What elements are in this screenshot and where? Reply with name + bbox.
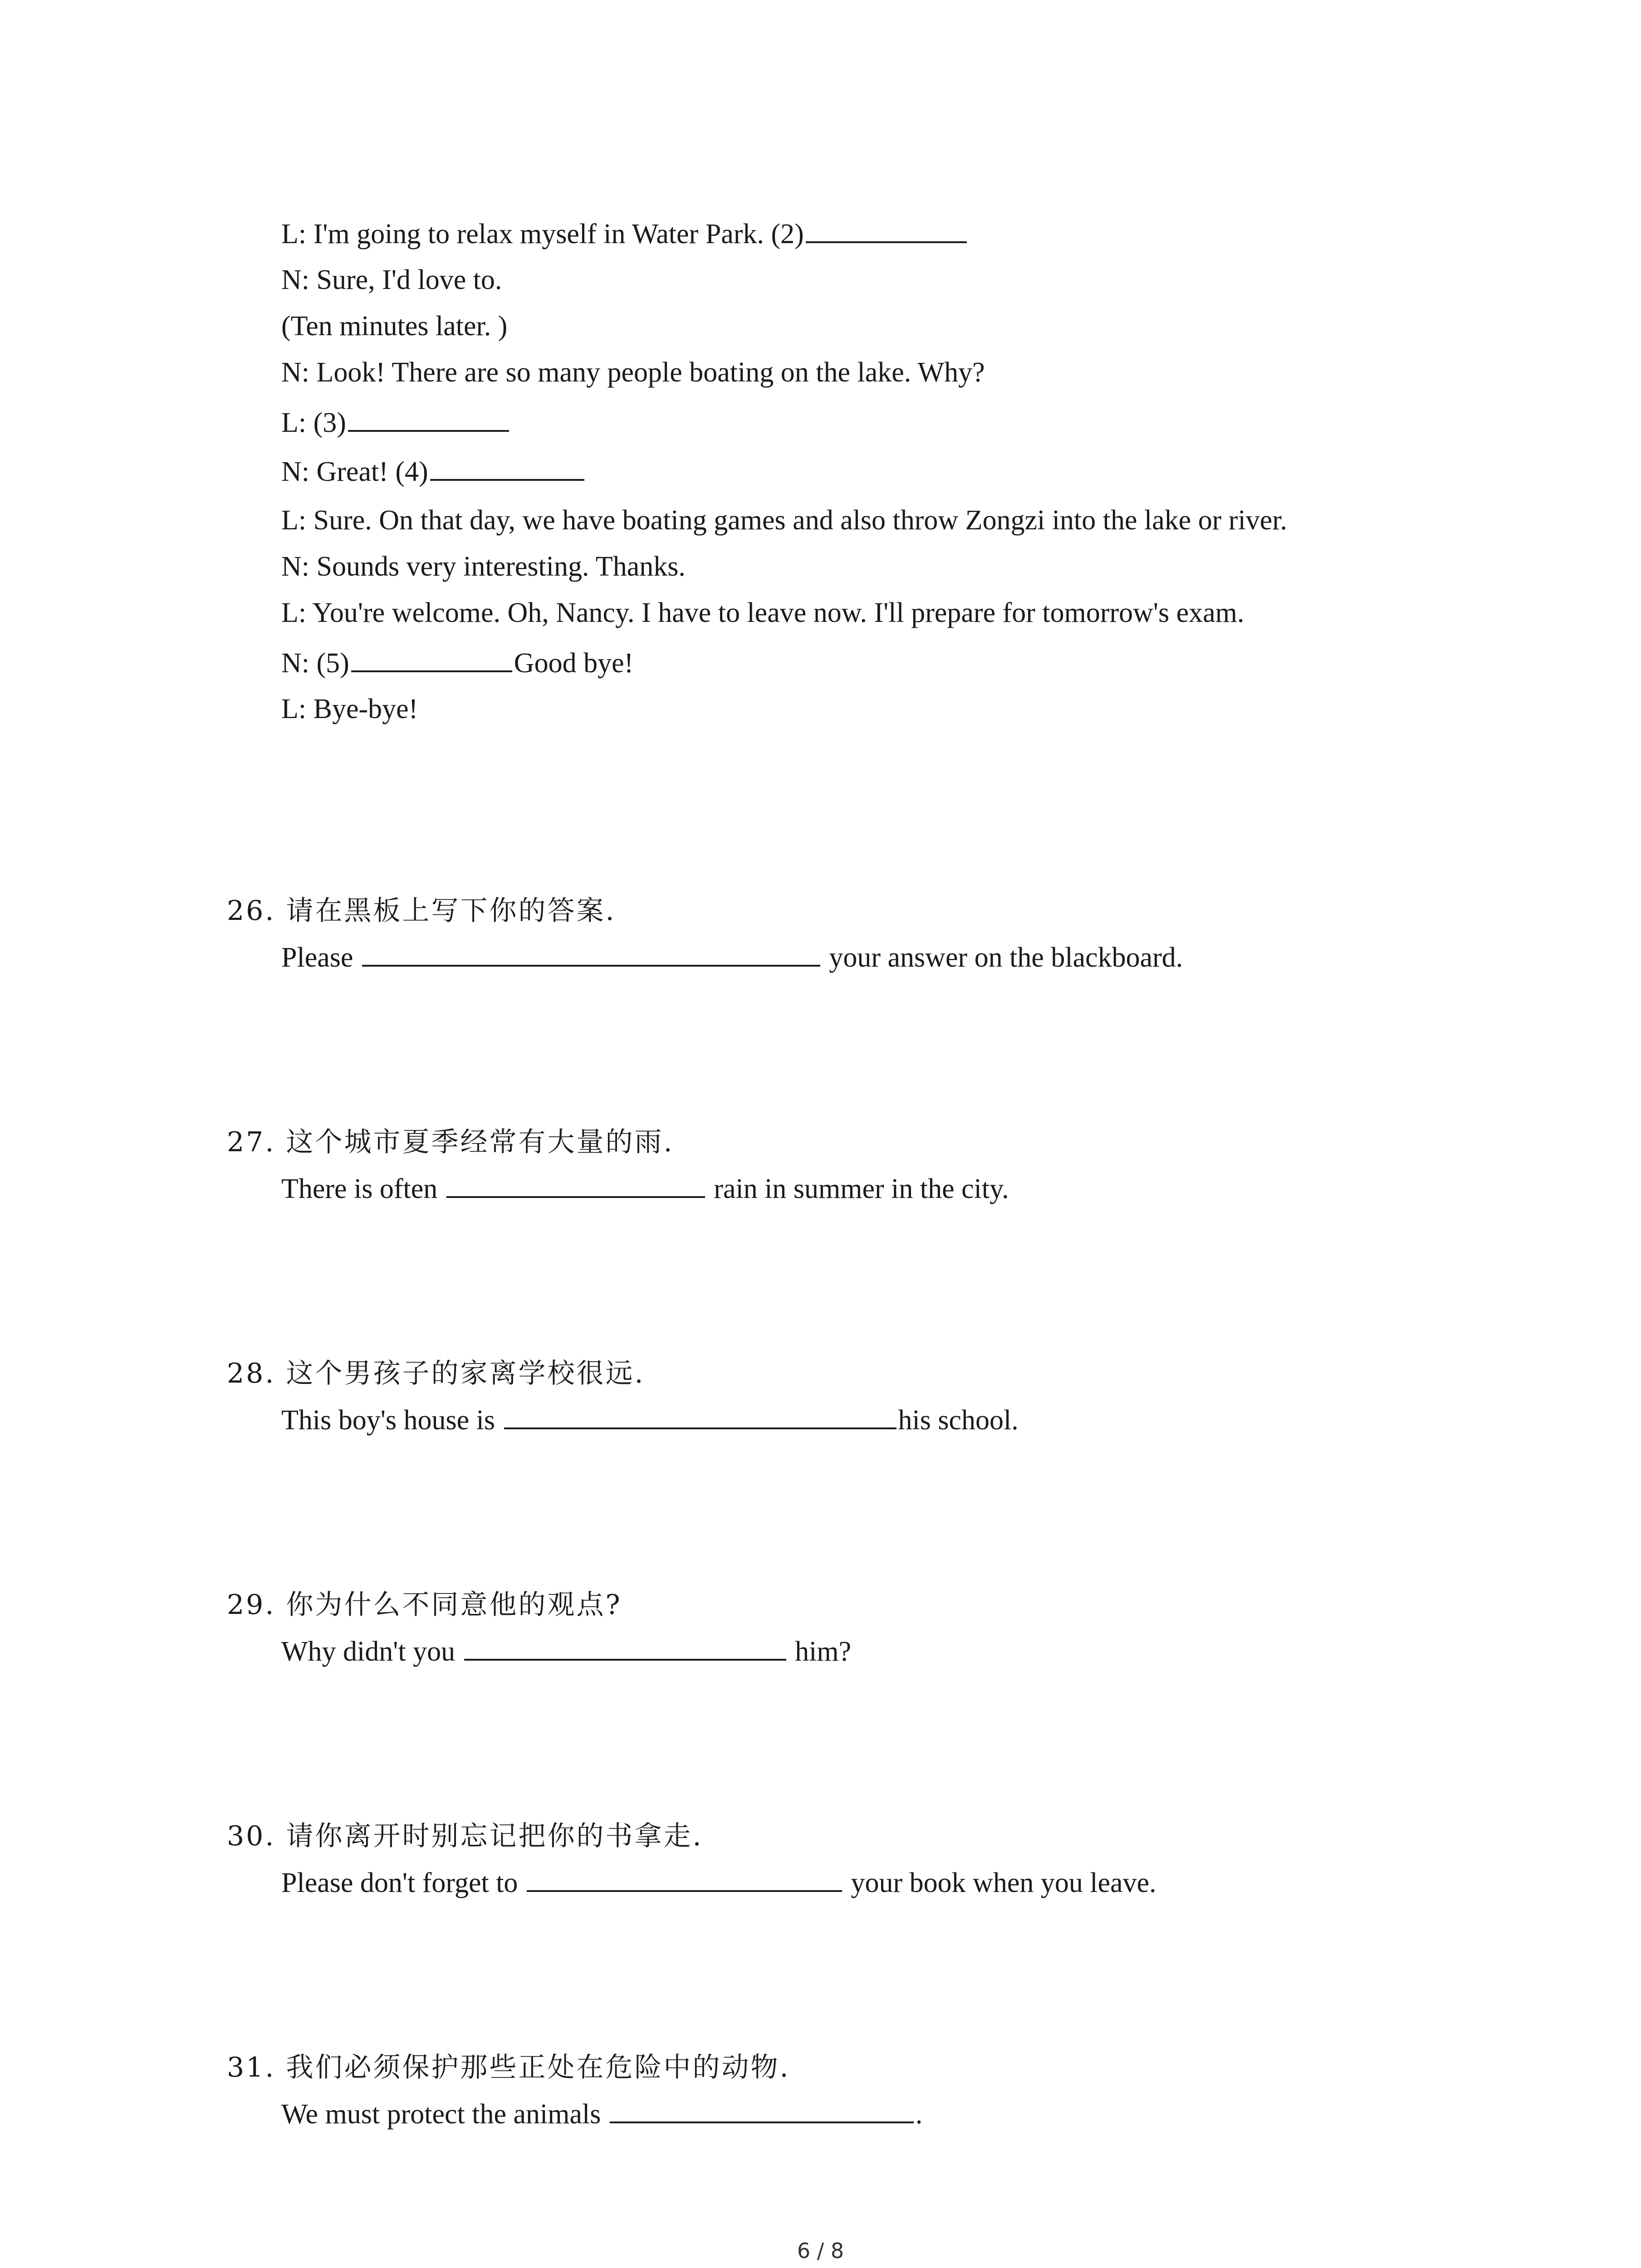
question-number: 31. [227,2052,276,2083]
dialogue-line-2 [281,264,502,296]
question-26-chinese [227,889,616,928]
dialogue-text: L: You're welcome. Oh, Nancy. I have to leave now. I'll prepare for tomorrow's exam. [281,597,1244,628]
question-number: 28. [227,1358,276,1389]
dialogue-line-9 [281,597,1244,629]
sentence-end: his school. [898,1405,1019,1436]
question-30-english [281,1867,1156,1899]
sentence-start: Please [281,942,360,973]
question-number: 26. [227,895,276,927]
answer-blank[interactable] [362,941,820,967]
dialogue-text: N: (5) [281,648,349,679]
question-29-chinese [227,1583,622,1622]
dialogue-text: N: Look! There are so many people boating on the lake. Why? [281,357,985,388]
dialogue-text: N: Great! (4) [281,456,428,487]
sentence-start: This boy's house is [281,1405,502,1436]
answer-blank[interactable] [806,218,967,243]
sentence-end: your book when you leave. [843,1867,1156,1898]
answer-blank[interactable] [430,455,584,481]
question-28-chinese [227,1352,645,1391]
question-prompt: 请你离开时别忘记把你的书拿走. [286,1820,703,1852]
question-30-chinese [227,1814,703,1853]
dialogue-text: L: (3) [281,407,346,438]
answer-blank[interactable] [610,2098,914,2123]
dialogue-line-1 [281,218,969,250]
question-27-english [281,1173,1009,1205]
dialogue-line-7 [281,504,1287,537]
question-27-chinese [227,1120,674,1159]
answer-blank[interactable] [527,1867,842,1892]
dialogue-text: L: Bye-bye! [281,694,418,724]
dialogue-text: L: I'm going to relax myself in Water Park. (2) [281,219,804,249]
sentence-start: There is often [281,1173,445,1204]
answer-blank[interactable] [464,1635,786,1661]
dialogue-text: N: Sure, I'd love to. [281,264,502,295]
dialogue-line-6 [281,455,586,488]
sentence-end: . [915,2099,923,2130]
dialogue-line-8 [281,551,686,583]
question-26-english [281,941,1183,974]
dialogue-line-5 [281,406,511,439]
answer-blank[interactable] [351,647,512,672]
page-number: 6 / 8 [797,2239,844,2263]
sentence-start: We must protect the animals [281,2099,608,2130]
dialogue-line-10 [281,647,633,679]
dialogue-text-after: Good bye! [514,648,634,679]
sentence-end: your answer on the blackboard. [822,942,1183,973]
question-prompt: 这个城市夏季经常有大量的雨. [286,1126,674,1158]
question-31-english [281,2098,922,2131]
question-28-english [281,1404,1019,1437]
sentence-start: Why didn't you [281,1636,462,1667]
dialogue-text: L: Sure. On that day, we have boating games and also throw Zongzi into the lake or river. [281,505,1288,536]
question-prompt: 这个男孩子的家离学校很远. [286,1358,645,1389]
question-prompt: 请在黑板上写下你的答案. [286,895,616,927]
dialogue-text: (Ten minutes later. ) [281,311,508,342]
dialogue-line-11 [281,693,418,725]
answer-blank[interactable] [504,1404,896,1429]
question-31-chinese [227,2046,790,2085]
question-29-english [281,1635,851,1668]
question-prompt: 你为什么不同意他的观点? [286,1589,622,1621]
answer-blank[interactable] [446,1173,705,1198]
question-prompt: 我们必须保护那些正处在危险中的动物. [286,2052,790,2083]
answer-blank[interactable] [348,406,509,432]
question-number: 29. [227,1589,276,1621]
sentence-end: him? [788,1636,852,1667]
question-number: 27. [227,1126,276,1158]
dialogue-text: N: Sounds very interesting. Thanks. [281,551,686,582]
sentence-start: Please don't forget to [281,1867,525,1898]
sentence-end: rain in summer in the city. [706,1173,1009,1204]
dialogue-line-4 [281,357,985,389]
dialogue-line-3 [281,310,507,342]
question-number: 30. [227,1820,276,1852]
